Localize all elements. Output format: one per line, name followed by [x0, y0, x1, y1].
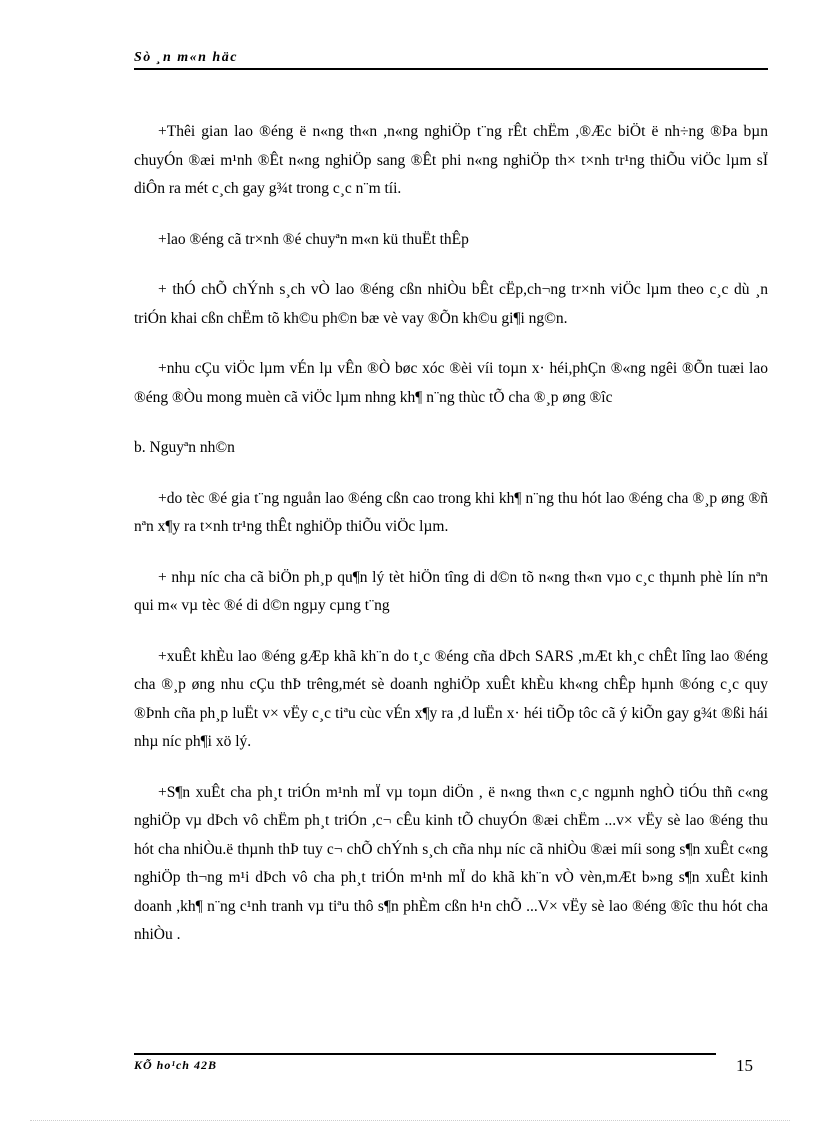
paragraph-low-skill: +lao ®éng cã tr×nh ®é chuyªn m«n kü thuËt thÊp — [158, 230, 469, 248]
page-number: 15 — [736, 1056, 753, 1075]
header-title: Sò ¸n m«n häc — [134, 50, 238, 65]
paragraph-migration: + nhµ níc cha cã biÖn ph¸p qu¶n lý tèt hiÖn tîng di d©n tõ n«ng th«n vµo c¸c thµnh phè lín nªn qui m« vµ tèc ®é di d©n ngµy cµng t¨ng — [134, 568, 768, 614]
paragraph-working-time: +Thêi gian lao ®éng ë n«ng th«n ,n«ng nghiÖp t¨ng rÊt chËm ,®Æc biÖt ë nh÷ng ®Þa bµn chuyÓn ®æi m¹nh ®Êt n«ng nghiÖp sang ®Êt phi n«ng nghiÖp th× t×nh tr¹ng thiÕu viÖc lµm sÏ diÔn ra mét c¸ch gay g¾t trong c¸c n¨m tíi. — [134, 123, 768, 197]
paragraph-production: +S¶n xuÊt cha ph¸t triÓn m¹nh mÏ vµ toµn diÖn , ë n«ng th«n c¸c ngµnh nghÒ tiÓu thñ c«ng nghiÖp vµ dÞch vô chËm ph¸t triÓn ,c¬ cÊu kinh tÕ chuyÓn ®æi chËm ...v× vËy sè lao ®éng thu hót cha nhiÒu.ë thµnh thÞ tuy c¬ chÕ chÝnh s¸ch cña nhµ níc cã nhiÒu ®æi míi song s¶n xuÊt c«ng nghiÖp th¬ng m¹i dÞch vô cha ph¸t triÓn m¹nh mÏ do khã kh¨n vÒ vèn,mÆt b»ng s¶n xuÊt kinh doanh ,kh¶ n¨ng c¹nh tranh vµ tiªu thô s¶n phÈm cßn h¹n chÕ ...V× vËy sè lao ®éng ®îc thu hót cha nhiÒu . — [134, 783, 768, 943]
paragraph-job-demand: +nhu cÇu viÖc lµm vÉn lµ vÊn ®Ò bøc xóc ®èi víi toµn x· héi,phÇn ®«ng ngêi ®Õn tuæi lao ®éng ®Òu mong muèn cã viÖc lµm nhng kh¶ n¨ng thùc tÕ cha ®¸p øng ®îc — [134, 360, 768, 406]
paragraph-labor-growth: +do tèc ®é gia t¨ng nguån lao ®éng cßn cao trong khi kh¶ n¨ng thu hót lao ®éng cha ®¸p øng ®ñ nªn x¶y ra t×nh tr¹ng thÊt nghiÖp thiÕu viÖc lµm. — [134, 489, 768, 535]
paragraph-policy: + thÓ chÕ chÝnh s¸ch vÒ lao ®éng cßn nhiÒu bÊt cËp,ch¬ng tr×nh viÖc lµm theo c¸c dù ¸n triÓn khai cßn chËm tõ kh©u ph©n bæ vè vay ®Õn kh©u gi¶i ng©n. — [134, 281, 768, 327]
footer-rule — [134, 1053, 716, 1055]
footer-text: KÕ ho¹ch 42B — [134, 1058, 217, 1072]
section-heading-causes: b. Nguyªn nh©n — [134, 439, 235, 456]
header-rule — [134, 68, 768, 70]
document-body — [134, 118, 768, 972]
paragraph-labor-export: +xuÊt khÈu lao ®éng gÆp khã kh¨n do t¸c ®éng cña dÞch SARS ,mÆt kh¸c chÊt lîng lao ®éng cha ®¸p øng nhu cÇu thÞ trêng,mét sè doanh nghiÖp xuÊt khÈu kh«ng chÊp hµnh ®óng c¸c quy ®Þnh cña ph¸p luËt v× vËy c¸c tiªu cùc vÉn x¶y ra ,d luËn x· héi tiÕp tôc cã ý kiÕn gay g¾t ®ßi hái nhµ níc ph¶i xö lý. — [134, 647, 768, 750]
page-header — [134, 50, 768, 70]
page-bottom-divider — [30, 1120, 790, 1121]
